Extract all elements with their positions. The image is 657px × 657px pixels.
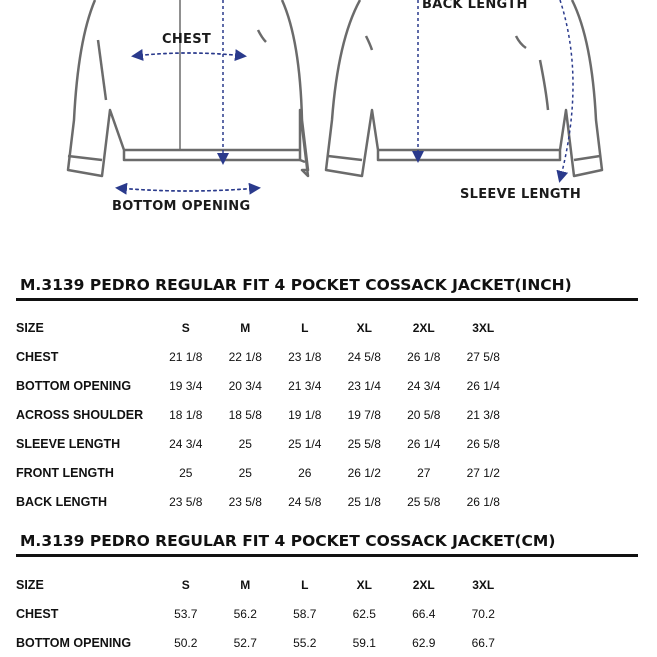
- cell: 25 1/4: [288, 436, 322, 451]
- cell: 26 1/8: [466, 494, 500, 509]
- table-row: [16, 458, 513, 487]
- cm-table-divider: [16, 554, 638, 557]
- cell: 27 1/2: [466, 465, 500, 480]
- cell: 24 3/4: [407, 378, 441, 393]
- cell: 53.7: [174, 606, 198, 621]
- cell: 26 1/2: [347, 465, 381, 480]
- table-row: [16, 487, 513, 516]
- bottom-opening-label: BOTTOM OPENING: [112, 199, 251, 214]
- cell: 26 1/8: [407, 349, 441, 364]
- cell: 25 1/8: [347, 494, 381, 509]
- cell: 24 5/8: [347, 349, 381, 364]
- size-header-cell: SIZE: [16, 320, 44, 335]
- cell: 19 1/8: [288, 407, 322, 422]
- back-length-label: BACK LENGTH: [422, 0, 528, 12]
- table-row: [16, 400, 513, 429]
- cell: 25: [238, 436, 252, 451]
- row-label: BOTTOM OPENING: [16, 635, 132, 650]
- size-l-header: L: [301, 320, 309, 335]
- cell: 19 7/8: [347, 407, 381, 422]
- cell: 25 5/8: [347, 436, 381, 451]
- row-label: CHEST: [16, 606, 59, 621]
- cell: 27: [417, 465, 431, 480]
- cell: 50.2: [174, 635, 198, 650]
- cell: 24 5/8: [288, 494, 322, 509]
- table-row: [16, 342, 513, 371]
- cell: 59.1: [352, 635, 376, 650]
- inch-table-divider: [16, 298, 638, 301]
- cell: 19 3/4: [169, 378, 203, 393]
- size-s-header: S: [181, 577, 190, 592]
- cell: 22 1/8: [228, 349, 262, 364]
- row-label: SLEEVE LENGTH: [16, 436, 121, 451]
- size-m-header: M: [240, 320, 251, 335]
- cell: 66.7: [471, 635, 495, 650]
- cell: 20 3/4: [228, 378, 262, 393]
- cm-size-table: [16, 570, 513, 657]
- table-row: [16, 628, 513, 657]
- cell: 26 1/4: [466, 378, 500, 393]
- cell: 56.2: [233, 606, 257, 621]
- cell: 27 5/8: [466, 349, 500, 364]
- front-jacket-outline: [68, 0, 308, 176]
- row-label: CHEST: [16, 349, 59, 364]
- size-m-header: M: [240, 577, 251, 592]
- cell: 52.7: [233, 635, 257, 650]
- row-label: BACK LENGTH: [16, 494, 107, 509]
- back-jacket-outline: [326, 0, 602, 176]
- measurement-arrows: [118, 0, 573, 191]
- cell: 18 1/8: [169, 407, 203, 422]
- size-xl-header: XL: [356, 577, 372, 592]
- inch-size-table: [16, 313, 513, 516]
- size-2xl-header: 2XL: [412, 320, 435, 335]
- table-header-row: [16, 570, 513, 599]
- size-2xl-header: 2XL: [412, 577, 435, 592]
- cell: 23 1/4: [347, 378, 381, 393]
- cell: 25: [179, 465, 193, 480]
- cell: 58.7: [293, 606, 317, 621]
- table-row: [16, 429, 513, 458]
- size-xl-header: XL: [356, 320, 372, 335]
- cell: 26 5/8: [466, 436, 500, 451]
- cell: 66.4: [412, 606, 436, 621]
- jacket-illustration: [0, 0, 657, 240]
- cell: 62.9: [412, 635, 436, 650]
- size-3xl-header: 3XL: [472, 577, 495, 592]
- cell: 21 1/8: [169, 349, 203, 364]
- row-label: ACROSS SHOULDER: [16, 407, 144, 422]
- size-3xl-header: 3XL: [472, 320, 495, 335]
- cell: 24 3/4: [169, 436, 203, 451]
- cell: 55.2: [293, 635, 317, 650]
- row-label: BOTTOM OPENING: [16, 378, 132, 393]
- size-l-header: L: [301, 577, 309, 592]
- table-row: [16, 599, 513, 628]
- cell: 62.5: [352, 606, 376, 621]
- cell: 18 5/8: [228, 407, 262, 422]
- table-header-row: [16, 313, 513, 342]
- cm-table-title: M.3139 PEDRO REGULAR FIT 4 POCKET COSSACK JACKET(CM): [20, 532, 556, 550]
- cell: 26 1/4: [407, 436, 441, 451]
- size-header-cell: SIZE: [16, 577, 44, 592]
- cell: 23 5/8: [169, 494, 203, 509]
- chest-label: CHEST: [162, 32, 212, 47]
- cell: 20 5/8: [407, 407, 441, 422]
- size-s-header: S: [181, 320, 190, 335]
- cell: 23 1/8: [288, 349, 322, 364]
- cell: 21 3/8: [466, 407, 500, 422]
- table-row: [16, 371, 513, 400]
- cell: 26: [298, 465, 312, 480]
- cell: 70.2: [471, 606, 495, 621]
- cell: 25: [238, 465, 252, 480]
- cell: 21 3/4: [288, 378, 322, 393]
- sleeve-length-label: SLEEVE LENGTH: [460, 187, 582, 202]
- inch-table-title: M.3139 PEDRO REGULAR FIT 4 POCKET COSSACK JACKET(INCH): [20, 276, 572, 294]
- jacket-measurement-diagram: [0, 0, 657, 240]
- cell: 25 5/8: [407, 494, 441, 509]
- bottom-opening-arrow: [118, 188, 258, 191]
- row-label: FRONT LENGTH: [16, 465, 114, 480]
- cell: 23 5/8: [228, 494, 262, 509]
